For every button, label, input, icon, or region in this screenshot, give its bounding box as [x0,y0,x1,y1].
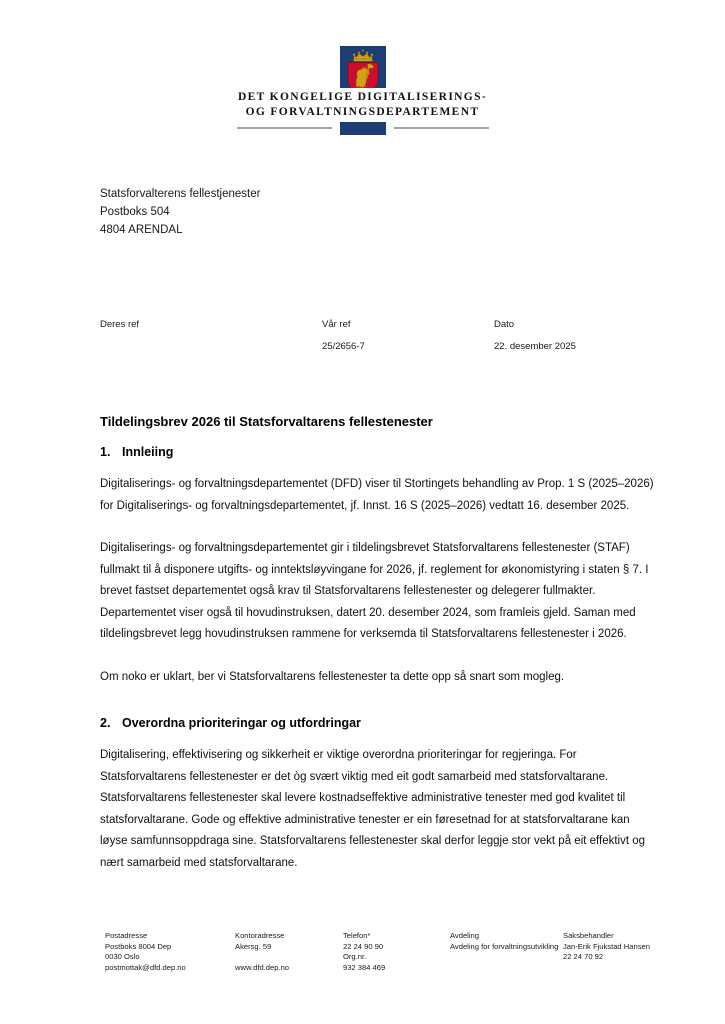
footer-orgnr-value: 932 384 469 [343,962,386,972]
section-title-1: Innleiing [122,445,174,459]
section-title-2: Overordna prioriteringar og utfordringar [122,716,361,730]
footer-header-avdeling: Avdeling [450,931,479,940]
deres-ref-label: Deres ref [100,319,140,330]
footer-kontoradresse-website[interactable]: www.dfd.dep.no [235,962,290,972]
dato-value: 22. desember 2025 [494,341,576,352]
footer-avdeling-name: Avdeling for forvaltningsutvikling [450,941,559,951]
emblem [228,30,498,135]
dato-column [494,318,630,354]
footer-telefon-number: 22 24 90 90 [343,941,384,951]
recipient-line-2: Postboks 504 [100,206,170,218]
recipient-address-block [100,185,260,239]
footer-postadresse-line-2: 0030 Oslo [105,952,140,961]
reference-block [100,318,630,354]
emblem-rule-bottom-left [237,127,332,129]
footer-kontoradresse-line-2 [235,952,343,963]
deres-ref-column [100,318,322,354]
section-heading-1 [100,443,655,461]
letterhead [0,30,725,135]
section-number-2: 2. [100,716,111,730]
footer-column-saksbehandler [563,931,703,973]
footer-postadresse-email[interactable]: postmottak@dfd.dep.no [105,962,186,972]
section-number-1: 1. [100,445,111,459]
var-ref-label: Vår ref [322,319,351,330]
emblem-text-line1: DET KONGELIGE DIGITALISERINGS- [237,91,488,103]
footer-header-kontoradresse: Kontoradresse [235,931,285,940]
footer-kontoradresse-line-1: Akersg. 59 [235,941,272,951]
paragraph-2-1: Digitalisering, effektivisering og sikkerheit er viktige overordna prioriteringar for regjeringa. For Statsforvaltarens fellestenester er det òg svært viktig med eit godt samarbeid med statsforvaltarane. Statsforvaltarens fellestenester skal levere kostnadseffektive administrative tenester med god kvalitet til statsforvaltarane. Gode og effektive administrative tenester er ein føresetnad for at statsforvaltarane kan løyse samfunnsoppdraga sine. Statsforvaltarens fellestenester skal derfor leggje stor vekt på eit effektivt og nært samarbeid med statsforvaltarane. [100,749,646,869]
emblem-rule-bottom-right [394,127,489,129]
emblem-text-line2: OG FORVALTNINGSDEPARTEMENT [245,106,480,118]
page-footer [105,931,715,973]
section-heading-2 [100,714,655,732]
var-ref-value: 25/2656-7 [322,341,365,352]
emblem-text [228,88,498,122]
footer-column-postadresse [105,931,235,973]
footer-header-saksbehandler: Saksbehandler [563,931,614,940]
footer-saksbehandler-phone: 22 24 70 92 [563,952,604,961]
footer-column-kontoradresse [235,931,343,973]
recipient-line-1: Statsforvalterens fellestjenester [100,188,261,200]
dato-label: Dato [494,319,515,330]
paragraph-1-3: Om noko er uklart, ber vi Statsforvaltarens fellestenester ta dette opp så snart som mogleg. [100,670,565,683]
document-title: Tildelingsbrev 2026 til Statsforvaltarens fellestenester [100,414,433,429]
footer-column-avdeling [450,931,563,973]
footer-saksbehandler-name: Jan-Erik Fjukstad Hansen [563,941,650,951]
footer-column-telefon [343,931,450,973]
paragraph-1-1: Digitaliserings- og forvaltningsdepartementet (DFD) viser til Stortingets behandling av Prop. 1 S (2025–2026) for Digitaliserings- og forvaltningsdepartementet, jf. Innst. 16 S (2025–2026) vedtatt 16. desember 2025. [100,478,654,512]
footer-header-telefon: Telefon* [343,931,371,940]
var-ref-column [322,318,494,354]
footer-header-postadresse: Postadresse [105,931,148,940]
paragraph-1-2: Digitaliserings- og forvaltningsdepartementet gir i tildelingsbrevet Statsforvaltarens fellestenester (STAF) fullmakt til å disponere utgifts- og inntektsløyvingane for 2026, jf. reglement for økonomistyring i staten § 7. I brevet fastset departementet også krav til Statsforvaltarens fellestenester og delegerer fullmakter. Departementet viser også til hovudinstruksen, datert 20. desember 2024, som framleis gjeld. Saman med tildelingsbrevet legg hovudinstruksen rammene for verksemda til Statsforvaltarens fellestenester i 2026. [100,542,649,640]
document-body [100,412,655,874]
footer-orgnr-label: Org.nr. [343,952,367,961]
recipient-line-3: 4804 ARENDAL [100,224,183,236]
footer-postadresse-line-1: Postboks 8004 Dep [105,941,172,951]
